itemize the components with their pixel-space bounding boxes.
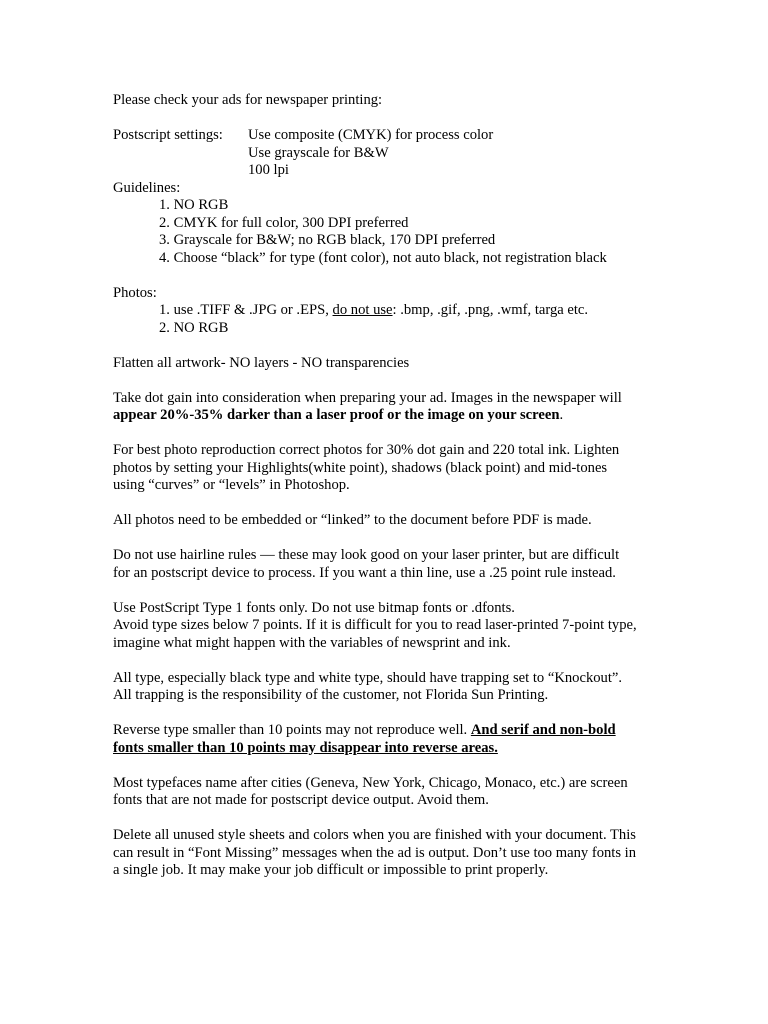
trapping-line: All trapping is the responsibility of the customer, not Florida Sun Printing.	[113, 687, 549, 703]
photos-label: Photos:	[113, 284, 157, 301]
guidelines-label: Guidelines:	[113, 179, 181, 196]
typefaces-line: Most typefaces name after cities (Geneva, New York, Chicago, Monaco, etc.) are screen	[113, 774, 628, 791]
reverse-plain: Reverse type smaller than 10 points may not reproduce well.	[113, 722, 471, 738]
guideline-item: 2. CMYK for full color, 300 DPI preferred	[159, 214, 409, 231]
photos-item-prefix: 1. use .TIFF & .JPG or .EPS,	[159, 302, 333, 318]
flatten-paragraph: Flatten all artwork- NO layers - NO transparencies	[113, 354, 410, 371]
reverse-bold-underlined: fonts smaller than 10 points may disappear into reverse areas.	[113, 739, 498, 756]
typefaces-line: fonts that are not made for postscript device output. Avoid them.	[113, 792, 489, 808]
trapping-line: All type, especially black type and white type, should have trapping set to “Knockout”.	[113, 669, 623, 686]
delete-line: Delete all unused style sheets and colors when you are finished with your document. This	[113, 827, 636, 843]
postscript-settings	[113, 127, 673, 145]
reverse-line	[113, 740, 673, 758]
photos-item	[113, 302, 673, 320]
reproduction-line: photos by setting your Highlights(white point), shadows (black point) and mid-tones	[113, 459, 608, 476]
photos-item-suffix: : .bmp, .gif, .png, .wmf, targa etc.	[392, 302, 589, 318]
reverse-line	[113, 722, 673, 740]
dot-gain-bold: appear 20%-35% darker than a laser proof or the image on your screen	[113, 407, 560, 423]
postscript-label: Postscript settings:	[113, 127, 223, 143]
reproduction-line: using “curves” or “levels” in Photoshop.	[113, 477, 350, 493]
postscript-line: Use grayscale for B&W	[248, 144, 389, 161]
dot-gain-period: .	[559, 407, 564, 423]
delete-line: can result in “Font Missing” messages when the ad is output. Don’t use too many fonts in	[113, 844, 637, 861]
dot-gain-line: Take dot gain into consideration when preparing your ad. Images in the newspaper will	[113, 389, 622, 406]
dot-gain-line	[113, 407, 673, 425]
embedded-paragraph: All photos need to be embedded or “linked” to the document before PDF is made.	[113, 512, 592, 528]
guideline-item: 1. NO RGB	[159, 197, 229, 213]
postscript-line: 100 lpi	[248, 162, 289, 178]
hairline-line: for an postscript device to process. If you want a thin line, use a .25 point rule instead.	[113, 564, 616, 581]
document-body	[113, 92, 673, 880]
guideline-item: 4. Choose “black” for type (font color), not auto black, not registration black	[159, 249, 607, 266]
postscript-line: Use composite (CMYK) for process color	[248, 127, 494, 143]
do-not-use-underlined: do not use	[332, 302, 393, 318]
hairline-line: Do not use hairline rules — these may look good on your laser printer, but are difficult	[113, 547, 620, 563]
guideline-item: 3. Grayscale for B&W; no RGB black, 170 DPI preferred	[159, 232, 496, 248]
fonts-line: Avoid type sizes below 7 points. If it is difficult for you to read laser-printed 7-point type,	[113, 617, 637, 633]
delete-line: a single job. It may make your job difficult or impossible to print properly.	[113, 862, 549, 878]
photos-item: 2. NO RGB	[159, 319, 229, 336]
reverse-bold-underlined: And serif and non-bold	[470, 722, 616, 738]
fonts-line: imagine what might happen with the variables of newsprint and ink.	[113, 634, 511, 651]
fonts-line: Use PostScript Type 1 fonts only. Do not use bitmap fonts or .dfonts.	[113, 599, 515, 616]
intro-line: Please check your ads for newspaper printing:	[113, 92, 383, 108]
reproduction-line: For best photo reproduction correct photos for 30% dot gain and 220 total ink. Lighten	[113, 442, 620, 458]
